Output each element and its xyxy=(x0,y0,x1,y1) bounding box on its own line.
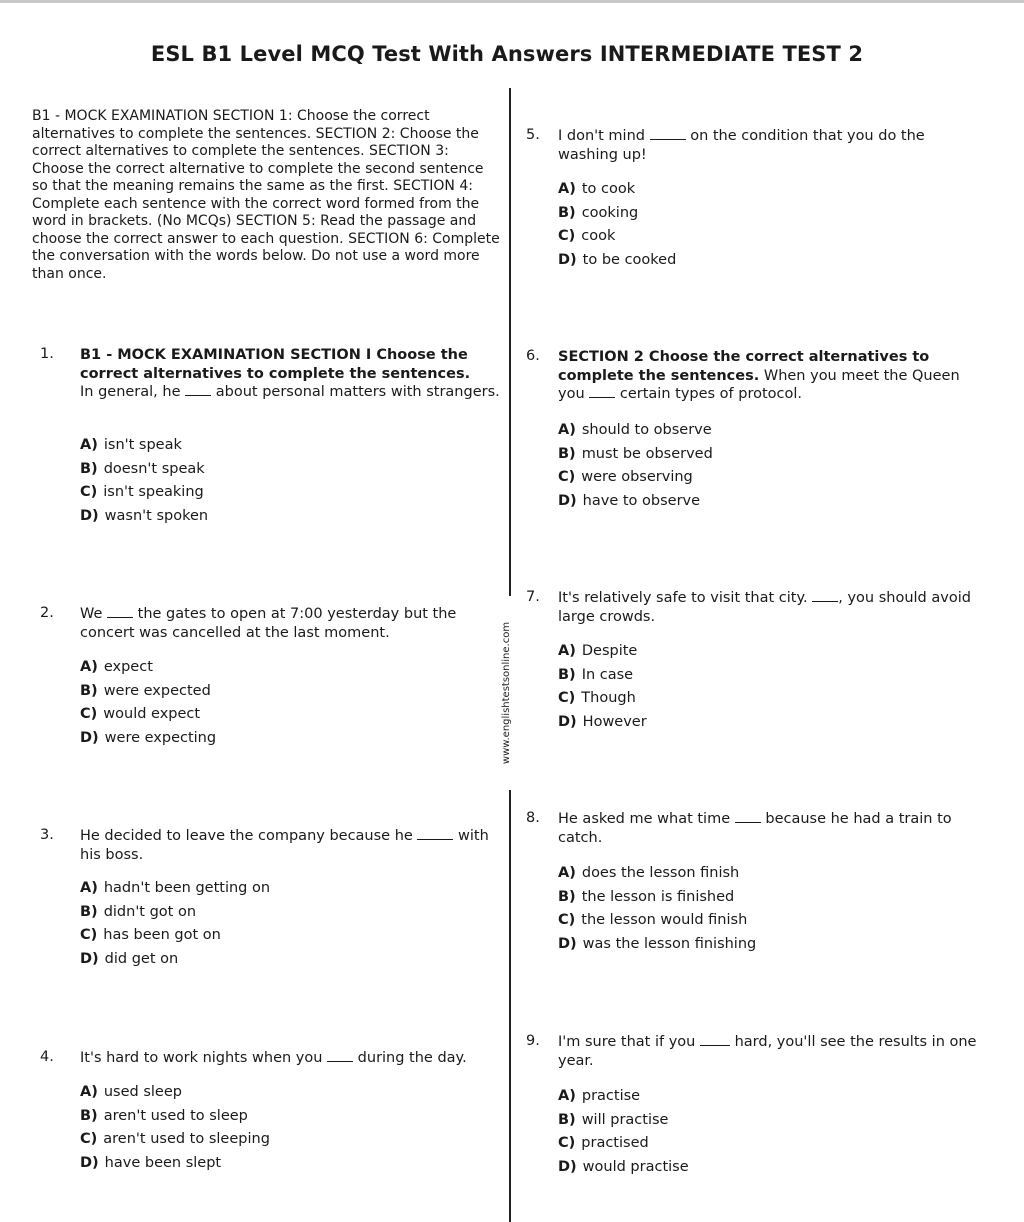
option-text: was the lesson finishing xyxy=(582,935,757,952)
option-b[interactable] xyxy=(558,443,713,467)
option-text: isn't speaking xyxy=(103,484,204,500)
option-letter: A) xyxy=(80,880,98,896)
option-text: expect xyxy=(103,659,153,675)
answer-blank xyxy=(700,1033,730,1046)
option-text: wasn't spoken xyxy=(104,507,209,524)
answer-blank xyxy=(417,827,453,840)
question-text xyxy=(80,346,505,402)
option-a[interactable] xyxy=(80,434,208,458)
option-a[interactable] xyxy=(558,419,713,443)
question-stem-start: He decided to leave the company because he xyxy=(80,828,413,844)
option-letter: C) xyxy=(558,1135,576,1151)
question-stem-start: When you meet the Queen you xyxy=(558,367,960,402)
option-c[interactable] xyxy=(558,225,676,249)
option-c[interactable] xyxy=(80,1128,270,1152)
options-list xyxy=(80,434,208,528)
option-letter: A) xyxy=(80,1084,98,1100)
option-letter: D) xyxy=(558,492,577,509)
option-text: were expected xyxy=(103,682,211,699)
question-text xyxy=(558,589,988,626)
option-letter: C) xyxy=(80,484,98,500)
question-stem-end: with his boss. xyxy=(80,828,489,863)
option-d[interactable] xyxy=(558,1156,689,1180)
question-stem-end: on the condition that you do the washing up! xyxy=(558,128,925,163)
option-b[interactable] xyxy=(558,202,676,226)
question-stem-start: In general, he xyxy=(80,384,181,400)
options-list xyxy=(80,656,216,750)
option-letter: B) xyxy=(558,445,576,462)
option-letter: C) xyxy=(80,927,98,943)
option-text: have been slept xyxy=(104,1154,222,1171)
option-b[interactable] xyxy=(558,1109,689,1133)
option-letter: A) xyxy=(558,643,576,659)
option-letter: A) xyxy=(558,422,576,438)
question-number: 8. xyxy=(526,810,540,826)
answer-blank xyxy=(735,810,761,823)
option-d[interactable] xyxy=(80,505,208,529)
question-number: 6. xyxy=(526,348,540,364)
question-text xyxy=(80,605,500,642)
option-letter: B) xyxy=(558,1111,576,1128)
option-d[interactable] xyxy=(80,1152,270,1176)
option-a[interactable] xyxy=(80,656,216,680)
option-b[interactable] xyxy=(80,1105,270,1129)
question-stem-end: certain types of protocol. xyxy=(619,386,803,402)
option-c[interactable] xyxy=(80,481,208,505)
option-letter: C) xyxy=(558,469,576,485)
question-stem-start: I'm sure that if you xyxy=(558,1034,696,1050)
option-text: practise xyxy=(581,1088,641,1104)
question-text xyxy=(558,810,988,847)
options-list xyxy=(80,877,270,971)
option-c[interactable] xyxy=(80,924,270,948)
option-letter: D) xyxy=(80,507,99,524)
option-d[interactable] xyxy=(558,933,756,957)
option-text: isn't speak xyxy=(103,437,182,453)
option-text: to cook xyxy=(581,181,636,197)
question-number: 3. xyxy=(40,827,54,843)
page-top-edge xyxy=(0,0,1024,3)
option-letter: C) xyxy=(558,690,576,706)
option-letter: B) xyxy=(558,204,576,221)
option-letter: D) xyxy=(80,729,99,746)
option-text: Despite xyxy=(581,643,638,659)
option-letter: C) xyxy=(80,1131,98,1147)
option-text: the lesson would finish xyxy=(581,912,748,928)
option-text: would practise xyxy=(582,1158,689,1175)
option-text: aren't used to sleep xyxy=(103,1107,248,1124)
question-stem-end: the gates to open at 7:00 yesterday but the concert was cancelled at the last moment. xyxy=(80,606,457,641)
option-letter: D) xyxy=(80,950,99,967)
option-text: does the lesson finish xyxy=(581,865,740,881)
section-heading: SECTION 2 Choose the correct alternatives to complete the sentences. xyxy=(558,349,930,384)
question-number: 2. xyxy=(40,605,54,621)
option-d[interactable] xyxy=(80,948,270,972)
option-letter: B) xyxy=(80,460,98,477)
watermark-text: www.englishtestsonline.com xyxy=(500,596,513,790)
option-text: were expecting xyxy=(104,729,217,746)
question-stem-start: He asked me what time xyxy=(558,811,731,827)
option-letter: D) xyxy=(80,1154,99,1171)
options-list xyxy=(558,640,647,734)
option-b[interactable] xyxy=(80,901,270,925)
option-text: cooking xyxy=(581,204,639,221)
question-stem-end: because he had a train to catch. xyxy=(558,811,952,846)
option-letter: D) xyxy=(558,1158,577,1175)
option-letter: C) xyxy=(558,228,576,244)
option-d[interactable] xyxy=(558,711,647,735)
option-text: didn't got on xyxy=(103,903,197,920)
option-text: will practise xyxy=(581,1111,669,1128)
option-d[interactable] xyxy=(80,727,216,751)
option-c[interactable] xyxy=(80,703,216,727)
option-text: However xyxy=(582,713,647,730)
question-text xyxy=(80,827,505,864)
option-text: has been got on xyxy=(103,927,221,943)
option-text: would expect xyxy=(103,706,201,722)
option-text: hadn't been getting on xyxy=(103,880,271,896)
question-number: 4. xyxy=(40,1049,54,1065)
options-list xyxy=(558,862,756,956)
question-number: 1. xyxy=(40,346,54,362)
option-text: were observing xyxy=(581,469,693,485)
option-letter: D) xyxy=(558,935,577,952)
option-a[interactable] xyxy=(558,178,676,202)
intro-text: B1 - MOCK EXAMINATION SECTION 1: Choose the correct alternatives to complete the sentences. SECTION 2: Choose the correct alternatives to complete the sentences. SECTION 3: Choose the correct alternative to complete the second sentence so that the meaning remains the same as the first. SECTION 4: Complete each sentence with the correct word formed from the word in brackets. (No MCQs) SECTION 5: Read the passage and choose the correct answer to each question. SECTION 6: Complete the conversation with the words below. Do not use a word more than once. xyxy=(32,108,500,282)
option-letter: B) xyxy=(558,888,576,905)
option-letter: A) xyxy=(80,437,98,453)
option-letter: A) xyxy=(558,1088,576,1104)
option-c[interactable] xyxy=(558,1132,689,1156)
option-d[interactable] xyxy=(558,490,713,514)
option-c[interactable] xyxy=(558,909,756,933)
answer-blank xyxy=(107,605,133,618)
option-letter: D) xyxy=(558,251,577,268)
question-text xyxy=(558,1033,988,1070)
question-text xyxy=(80,1049,505,1068)
option-b[interactable] xyxy=(80,458,208,482)
option-letter: B) xyxy=(80,1107,98,1124)
answer-blank xyxy=(327,1049,353,1062)
option-text: to be cooked xyxy=(582,251,677,268)
option-letter: A) xyxy=(80,659,98,675)
option-letter: B) xyxy=(80,682,98,699)
question-stem-end: during the day. xyxy=(357,1050,467,1066)
option-text: have to observe xyxy=(582,492,701,509)
option-text: used sleep xyxy=(103,1084,182,1100)
option-text: aren't used to sleeping xyxy=(103,1131,270,1147)
option-a[interactable] xyxy=(80,877,270,901)
option-letter: B) xyxy=(558,666,576,683)
option-text: did get on xyxy=(104,950,179,967)
question-stem-start: We xyxy=(80,606,103,622)
option-a[interactable] xyxy=(558,862,756,886)
option-c[interactable] xyxy=(558,687,647,711)
option-text: practised xyxy=(581,1135,649,1151)
option-text: the lesson is finished xyxy=(581,888,735,905)
option-c[interactable] xyxy=(558,466,713,490)
option-text: Though xyxy=(581,690,636,706)
question-number: 5. xyxy=(526,127,540,143)
answer-blank xyxy=(185,383,211,396)
option-text: In case xyxy=(581,666,634,683)
option-b[interactable] xyxy=(558,886,756,910)
question-text xyxy=(558,348,988,404)
answer-blank xyxy=(589,385,615,398)
option-d[interactable] xyxy=(558,249,676,273)
option-letter: B) xyxy=(80,903,98,920)
question-stem-start: It's hard to work nights when you xyxy=(80,1050,323,1066)
option-letter: A) xyxy=(558,865,576,881)
options-list xyxy=(80,1081,270,1175)
option-a[interactable] xyxy=(558,1085,689,1109)
question-number: 9. xyxy=(526,1033,540,1049)
question-number: 7. xyxy=(526,589,540,605)
answer-blank xyxy=(650,127,686,140)
question-stem-start: It's relatively safe to visit that city. xyxy=(558,590,808,606)
question-stem-end: hard, you'll see the results in one year. xyxy=(558,1034,977,1069)
page-title: ESL B1 Level MCQ Test With Answers INTERMEDIATE TEST 2 xyxy=(150,42,864,66)
option-text: should to observe xyxy=(581,422,712,438)
option-b[interactable] xyxy=(558,664,647,688)
options-list xyxy=(558,1085,689,1179)
option-text: doesn't speak xyxy=(103,460,205,477)
question-stem-start: I don't mind xyxy=(558,128,645,144)
option-letter: D) xyxy=(558,713,577,730)
option-b[interactable] xyxy=(80,680,216,704)
section-heading: B1 - MOCK EXAMINATION SECTION I Choose the correct alternatives to complete the sentences. xyxy=(80,347,471,382)
option-text: cook xyxy=(581,228,616,244)
options-list xyxy=(558,178,676,272)
question-stem-end: , you should avoid large crowds. xyxy=(558,590,971,625)
option-letter: C) xyxy=(80,706,98,722)
option-text: must be observed xyxy=(581,445,713,462)
question-text xyxy=(558,127,988,164)
answer-blank xyxy=(812,589,838,602)
option-letter: C) xyxy=(558,912,576,928)
option-a[interactable] xyxy=(80,1081,270,1105)
options-list xyxy=(558,419,713,513)
question-stem-end: about personal matters with strangers. xyxy=(215,384,500,400)
option-letter: A) xyxy=(558,181,576,197)
option-a[interactable] xyxy=(558,640,647,664)
